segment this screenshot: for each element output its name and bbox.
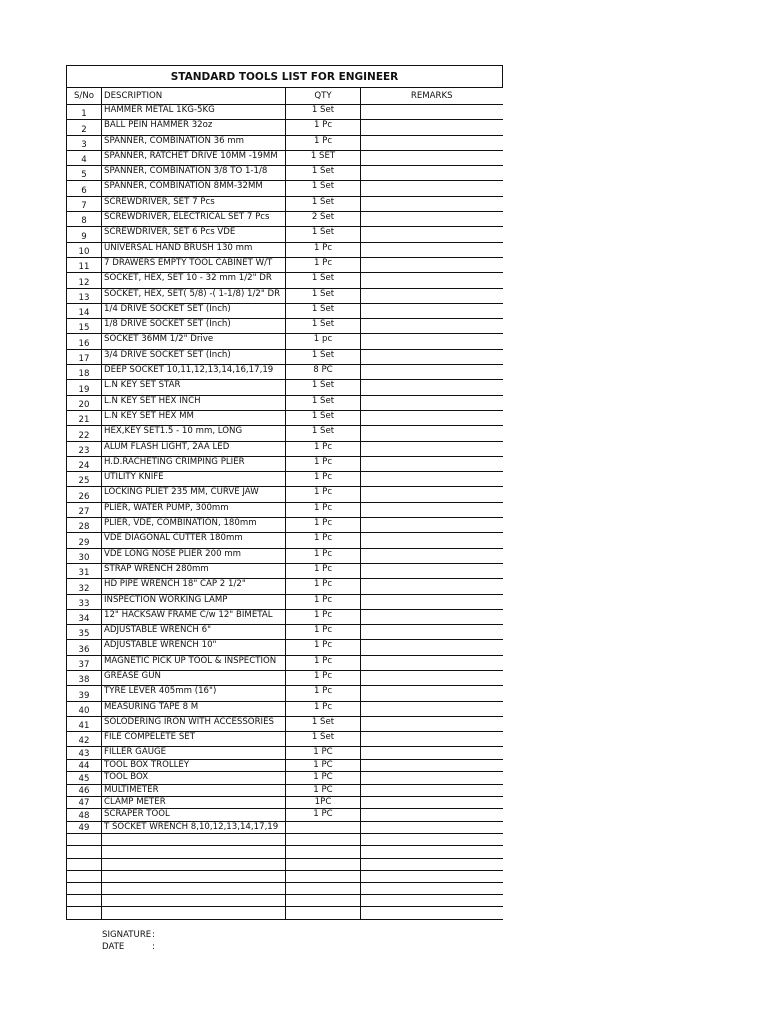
row-qty: 1 Set — [286, 273, 361, 288]
row-description: PLIER, VDE, COMBINATION, 180mm — [102, 518, 286, 533]
table-row — [67, 303, 503, 318]
row-remarks — [361, 502, 503, 517]
blank-row — [67, 858, 503, 870]
row-remarks — [361, 487, 503, 502]
table-row — [67, 257, 503, 272]
row-qty: 1 Pc — [286, 655, 361, 670]
row-sn: 13 — [67, 288, 102, 303]
table-row — [67, 533, 503, 548]
row-remarks — [361, 456, 503, 471]
row-qty: 1 Set — [286, 105, 361, 120]
row-qty: 1 Set — [286, 380, 361, 395]
row-qty: 1 PC — [286, 747, 361, 759]
row-sn: 8 — [67, 212, 102, 227]
table-row — [67, 319, 503, 334]
table-row — [67, 563, 503, 578]
blank-cell — [286, 895, 361, 907]
row-remarks — [361, 784, 503, 796]
table-row — [67, 456, 503, 471]
blank-cell — [286, 846, 361, 858]
blank-cell — [102, 834, 286, 846]
row-qty: 1 Set — [286, 426, 361, 441]
row-sn: 41 — [67, 716, 102, 731]
table-row — [67, 105, 503, 120]
blank-cell — [286, 882, 361, 894]
table-row — [67, 380, 503, 395]
row-qty: 1 Set — [286, 732, 361, 747]
row-sn: 48 — [67, 809, 102, 821]
row-sn: 19 — [67, 380, 102, 395]
row-description: SOCKET, HEX, SET 10 - 32 mm 1/2" DR — [102, 273, 286, 288]
row-description: VDE DIAGONAL CUTTER 180mm — [102, 533, 286, 548]
blank-cell — [286, 870, 361, 882]
table-row — [67, 716, 503, 731]
header-row — [67, 88, 503, 105]
row-description: SOCKET 36MM 1/2" Drive — [102, 334, 286, 349]
row-remarks — [361, 410, 503, 425]
row-description: 3/4 DRIVE SOCKET SET (Inch) — [102, 349, 286, 364]
row-sn: 28 — [67, 518, 102, 533]
row-description: STRAP WRENCH 280mm — [102, 563, 286, 578]
row-sn: 45 — [67, 772, 102, 784]
row-sn: 1 — [67, 105, 102, 120]
row-qty: 1 SET — [286, 150, 361, 165]
row-description: SPANNER, COMBINATION 36 mm — [102, 135, 286, 150]
row-description: SPANNER, COMBINATION 8MM-32MM — [102, 181, 286, 196]
row-remarks — [361, 772, 503, 784]
row-sn: 36 — [67, 640, 102, 655]
row-qty: 1 Set — [286, 410, 361, 425]
row-description: SCREWDRIVER, SET 6 Pcs VDE — [102, 227, 286, 242]
table-row — [67, 609, 503, 624]
blank-row — [67, 834, 503, 846]
row-qty: 1 Pc — [286, 518, 361, 533]
row-sn: 5 — [67, 166, 102, 181]
blank-cell — [102, 895, 286, 907]
row-qty: 1 Set — [286, 288, 361, 303]
table-row — [67, 120, 503, 135]
blank-cell — [361, 870, 503, 882]
table-row — [67, 181, 503, 196]
row-remarks — [361, 625, 503, 640]
date-line — [102, 941, 162, 953]
row-sn: 46 — [67, 784, 102, 796]
blank-cell — [67, 895, 102, 907]
table-row — [67, 809, 503, 821]
row-description: L.N KEY SET STAR — [102, 380, 286, 395]
date-colon: : — [152, 942, 155, 952]
row-description: DEEP SOCKET 10,11,12,13,14,16,17,19 — [102, 365, 286, 380]
row-description: SCRAPER TOOL — [102, 809, 286, 821]
row-qty: 1 Pc — [286, 701, 361, 716]
table-row — [67, 772, 503, 784]
table-row — [67, 242, 503, 257]
blank-cell — [361, 858, 503, 870]
row-remarks — [361, 105, 503, 120]
blank-cell — [361, 846, 503, 858]
row-remarks — [361, 227, 503, 242]
row-remarks — [361, 303, 503, 318]
row-remarks — [361, 150, 503, 165]
row-description: VDE LONG NOSE PLIER 200 mm — [102, 548, 286, 563]
row-qty: 1 Set — [286, 395, 361, 410]
table-row — [67, 701, 503, 716]
blank-cell — [67, 907, 102, 919]
table-row — [67, 150, 503, 165]
row-remarks — [361, 609, 503, 624]
row-description: ADJUSTABLE WRENCH 6" — [102, 625, 286, 640]
row-remarks — [361, 563, 503, 578]
row-description: TOOL BOX — [102, 772, 286, 784]
row-sn: 43 — [67, 747, 102, 759]
row-remarks — [361, 135, 503, 150]
row-qty: 1 Pc — [286, 472, 361, 487]
row-qty: 1 Pc — [286, 579, 361, 594]
row-remarks — [361, 242, 503, 257]
row-qty: 1 Pc — [286, 242, 361, 257]
row-sn: 23 — [67, 441, 102, 456]
row-sn: 17 — [67, 349, 102, 364]
row-qty: 2 Set — [286, 212, 361, 227]
blank-cell — [361, 895, 503, 907]
row-remarks — [361, 472, 503, 487]
row-remarks — [361, 716, 503, 731]
row-description: L.N KEY SET HEX MM — [102, 410, 286, 425]
row-description: SCREWDRIVER, ELECTRICAL SET 7 Pcs — [102, 212, 286, 227]
blank-row — [67, 895, 503, 907]
row-description: GREASE GUN — [102, 670, 286, 685]
table-row — [67, 686, 503, 701]
table-row — [67, 334, 503, 349]
row-sn: 34 — [67, 609, 102, 624]
row-sn: 49 — [67, 821, 102, 833]
blank-cell — [286, 858, 361, 870]
row-sn: 29 — [67, 533, 102, 548]
row-sn: 3 — [67, 135, 102, 150]
row-description: INSPECTION WORKING LAMP — [102, 594, 286, 609]
row-remarks — [361, 759, 503, 771]
blank-cell — [67, 870, 102, 882]
row-description: MULTIMETER — [102, 784, 286, 796]
row-remarks — [361, 441, 503, 456]
row-description: ALUM FLASH LIGHT, 2AA LED — [102, 441, 286, 456]
row-qty: 1 Set — [286, 319, 361, 334]
row-qty: 1 PC — [286, 784, 361, 796]
row-qty: 1 Pc — [286, 594, 361, 609]
row-sn: 25 — [67, 472, 102, 487]
row-sn: 7 — [67, 196, 102, 211]
row-sn: 16 — [67, 334, 102, 349]
table-row — [67, 797, 503, 809]
table-row — [67, 759, 503, 771]
blank-row — [67, 846, 503, 858]
row-qty: 1 Pc — [286, 563, 361, 578]
table-row — [67, 518, 503, 533]
row-remarks — [361, 288, 503, 303]
row-description: FILE COMPELETE SET — [102, 732, 286, 747]
row-remarks — [361, 640, 503, 655]
row-sn: 18 — [67, 365, 102, 380]
row-qty: 1 pc — [286, 334, 361, 349]
signature-colon: : — [152, 930, 155, 940]
row-qty: 1 Pc — [286, 640, 361, 655]
table-row — [67, 135, 503, 150]
table-row — [67, 212, 503, 227]
row-description: HEX,KEY SET1.5 - 10 mm, LONG — [102, 426, 286, 441]
row-qty: 1 Set — [286, 196, 361, 211]
table-row — [67, 196, 503, 211]
row-description: BALL PEIN HAMMER 32oz — [102, 120, 286, 135]
row-remarks — [361, 120, 503, 135]
table-row — [67, 273, 503, 288]
row-remarks — [361, 701, 503, 716]
row-qty: 1 Set — [286, 349, 361, 364]
signature-line — [102, 929, 162, 941]
row-qty: 1 Pc — [286, 135, 361, 150]
table-row — [67, 821, 503, 833]
table-row — [67, 670, 503, 685]
blank-cell — [102, 870, 286, 882]
row-sn: 12 — [67, 273, 102, 288]
row-description: MAGNETIC PICK UP TOOL & INSPECTION — [102, 655, 286, 670]
row-qty: 1 Pc — [286, 670, 361, 685]
row-qty — [286, 821, 361, 833]
row-description: ADJUSTABLE WRENCH 10" — [102, 640, 286, 655]
row-remarks — [361, 518, 503, 533]
blank-cell — [67, 858, 102, 870]
table-row — [67, 487, 503, 502]
row-description: TYRE LEVER 405mm (16") — [102, 686, 286, 701]
row-qty: 8 PC — [286, 365, 361, 380]
row-remarks — [361, 212, 503, 227]
table-row — [67, 784, 503, 796]
blank-cell — [102, 882, 286, 894]
row-remarks — [361, 548, 503, 563]
row-qty: 1 Pc — [286, 533, 361, 548]
header-qty: QTY — [286, 88, 361, 105]
row-description: UNIVERSAL HAND BRUSH 130 mm — [102, 242, 286, 257]
row-qty: 1 Pc — [286, 548, 361, 563]
row-sn: 37 — [67, 655, 102, 670]
row-description: T SOCKET WRENCH 8,10,12,13,14,17,19 — [102, 821, 286, 833]
row-qty: 1PC — [286, 797, 361, 809]
row-sn: 21 — [67, 410, 102, 425]
row-description: 7 DRAWERS EMPTY TOOL CABINET W/T — [102, 257, 286, 272]
row-remarks — [361, 196, 503, 211]
row-remarks — [361, 579, 503, 594]
row-remarks — [361, 380, 503, 395]
table-row — [67, 594, 503, 609]
row-remarks — [361, 533, 503, 548]
table-row — [67, 548, 503, 563]
table-row — [67, 166, 503, 181]
blank-cell — [361, 834, 503, 846]
row-qty: 1 Set — [286, 166, 361, 181]
row-description: PLIER, WATER PUMP, 300mm — [102, 502, 286, 517]
row-remarks — [361, 732, 503, 747]
row-sn: 47 — [67, 797, 102, 809]
table-row — [67, 395, 503, 410]
row-description: L.N KEY SET HEX INCH — [102, 395, 286, 410]
table-row — [67, 640, 503, 655]
table-row — [67, 426, 503, 441]
row-qty: 1 Set — [286, 716, 361, 731]
table-row — [67, 349, 503, 364]
row-sn: 22 — [67, 426, 102, 441]
table-row — [67, 472, 503, 487]
row-remarks — [361, 395, 503, 410]
row-description: 12" HACKSAW FRAME C/w 12" BIMETAL — [102, 609, 286, 624]
row-qty: 1 Pc — [286, 456, 361, 471]
row-remarks — [361, 181, 503, 196]
row-sn: 24 — [67, 456, 102, 471]
row-description: H.D.RACHETING CRIMPING PLIER — [102, 456, 286, 471]
blank-cell — [286, 907, 361, 919]
signoff-block — [102, 929, 162, 953]
row-sn: 9 — [67, 227, 102, 242]
row-remarks — [361, 319, 503, 334]
table-row — [67, 227, 503, 242]
row-sn: 20 — [67, 395, 102, 410]
title-row — [67, 66, 503, 88]
row-description: LOCKING PLIET 235 MM, CURVE JAW — [102, 487, 286, 502]
row-sn: 6 — [67, 181, 102, 196]
row-qty: 1 Set — [286, 303, 361, 318]
tools-table — [66, 65, 503, 920]
row-sn: 31 — [67, 563, 102, 578]
row-remarks — [361, 365, 503, 380]
table-row — [67, 288, 503, 303]
table-row — [67, 502, 503, 517]
row-sn: 40 — [67, 701, 102, 716]
row-sn: 44 — [67, 759, 102, 771]
blank-cell — [67, 846, 102, 858]
row-qty: 1 Pc — [286, 686, 361, 701]
blank-cell — [67, 882, 102, 894]
row-description: TOOL BOX TROLLEY — [102, 759, 286, 771]
row-qty: 1 PC — [286, 759, 361, 771]
row-description: UTILITY KNIFE — [102, 472, 286, 487]
row-sn: 27 — [67, 502, 102, 517]
row-remarks — [361, 594, 503, 609]
row-description: SPANNER, RATCHET DRIVE 10MM -19MM — [102, 150, 286, 165]
row-qty: 1 Set — [286, 181, 361, 196]
row-description: MEASURING TAPE 8 M — [102, 701, 286, 716]
row-remarks — [361, 334, 503, 349]
row-description: CLAMP METER — [102, 797, 286, 809]
row-description: SCREWDRIVER, SET 7 Pcs — [102, 196, 286, 211]
table-row — [67, 732, 503, 747]
table-row — [67, 365, 503, 380]
blank-row — [67, 882, 503, 894]
table-row — [67, 579, 503, 594]
row-qty: 1 Pc — [286, 257, 361, 272]
row-sn: 4 — [67, 150, 102, 165]
tools-list-sheet — [66, 65, 503, 920]
row-sn: 42 — [67, 732, 102, 747]
blank-row — [67, 907, 503, 919]
row-description: 1/8 DRIVE SOCKET SET (Inch) — [102, 319, 286, 334]
blank-cell — [102, 846, 286, 858]
row-description: FILLER GAUGE — [102, 747, 286, 759]
row-description: SPANNER, COMBINATION 3/8 TO 1-1/8 — [102, 166, 286, 181]
row-qty: 1 PC — [286, 809, 361, 821]
row-qty: 1 Pc — [286, 487, 361, 502]
table-row — [67, 625, 503, 640]
row-qty: 1 Pc — [286, 502, 361, 517]
table-row — [67, 655, 503, 670]
row-remarks — [361, 426, 503, 441]
row-description: HD PIPE WRENCH 18" CAP 2 1/2" — [102, 579, 286, 594]
blank-cell — [102, 858, 286, 870]
row-remarks — [361, 655, 503, 670]
row-sn: 26 — [67, 487, 102, 502]
blank-cell — [286, 834, 361, 846]
row-qty: 1 Pc — [286, 120, 361, 135]
row-sn: 32 — [67, 579, 102, 594]
blank-cell — [361, 907, 503, 919]
row-sn: 30 — [67, 548, 102, 563]
row-description: HAMMER METAL 1KG-5KG — [102, 105, 286, 120]
row-description: 1/4 DRIVE SOCKET SET (Inch) — [102, 303, 286, 318]
date-label: DATE — [102, 942, 125, 952]
row-sn: 11 — [67, 257, 102, 272]
row-remarks — [361, 686, 503, 701]
row-remarks — [361, 670, 503, 685]
row-remarks — [361, 273, 503, 288]
signature-label: SIGNATURE — [102, 930, 152, 940]
row-remarks — [361, 821, 503, 833]
row-sn: 15 — [67, 319, 102, 334]
table-row — [67, 410, 503, 425]
row-qty: 1 Pc — [286, 609, 361, 624]
header-remarks: REMARKS — [361, 88, 503, 105]
row-remarks — [361, 747, 503, 759]
row-qty: 1 Pc — [286, 625, 361, 640]
header-sn: S/No — [67, 88, 102, 105]
row-sn: 38 — [67, 670, 102, 685]
row-description: SOCKET, HEX, SET( 5/8) -( 1-1/8) 1/2" DR — [102, 288, 286, 303]
row-qty: 1 Set — [286, 227, 361, 242]
row-remarks — [361, 809, 503, 821]
row-sn: 10 — [67, 242, 102, 257]
table-row — [67, 747, 503, 759]
row-remarks — [361, 349, 503, 364]
blank-row — [67, 870, 503, 882]
blank-cell — [67, 834, 102, 846]
row-sn: 35 — [67, 625, 102, 640]
row-sn: 33 — [67, 594, 102, 609]
row-remarks — [361, 257, 503, 272]
row-sn: 39 — [67, 686, 102, 701]
blank-cell — [102, 907, 286, 919]
row-qty: 1 Pc — [286, 441, 361, 456]
row-qty: 1 PC — [286, 772, 361, 784]
header-description: DESCRIPTION — [102, 88, 286, 105]
blank-cell — [361, 882, 503, 894]
row-sn: 14 — [67, 303, 102, 318]
page-title: STANDARD TOOLS LIST FOR ENGINEER — [67, 66, 503, 88]
row-remarks — [361, 797, 503, 809]
row-remarks — [361, 166, 503, 181]
table-row — [67, 441, 503, 456]
row-sn: 2 — [67, 120, 102, 135]
row-description: SOLODERING IRON WITH ACCESSORIES — [102, 716, 286, 731]
